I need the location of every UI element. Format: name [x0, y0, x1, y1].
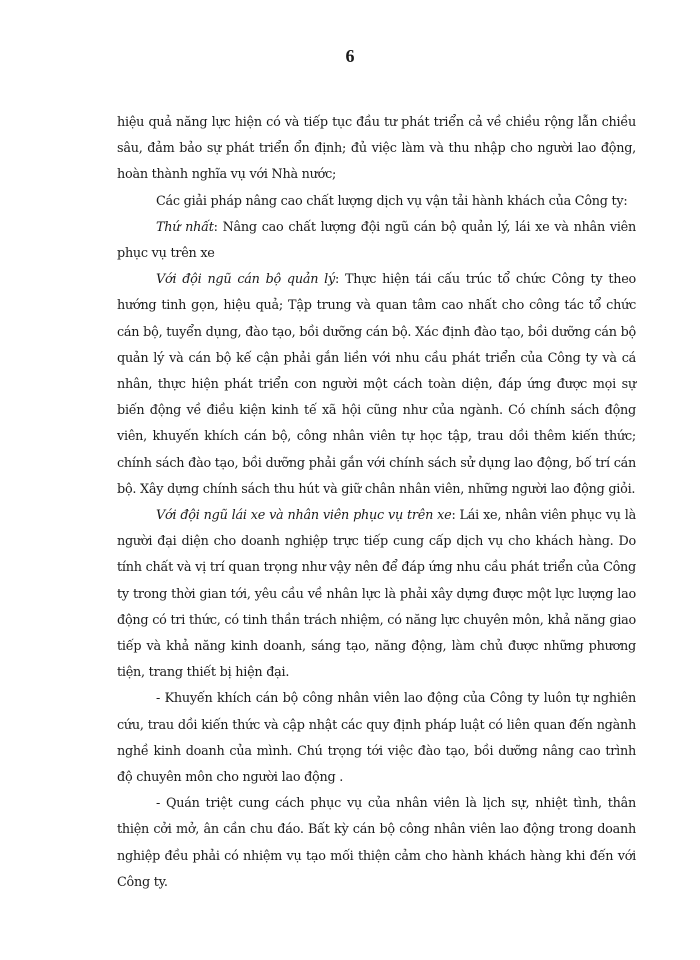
italic-lead: Với đội ngũ lái xe và nhân viên phục vụ trên xe: [156, 508, 452, 524]
italic-lead: Với đội ngũ cán bộ quản lý: [156, 272, 335, 288]
paragraph-continuation: [117, 110, 636, 189]
paragraph-bullet-service: [117, 791, 636, 896]
paragraph-text: - Khuyến khích cán bộ công nhân viên lao động của Công ty luôn tự nghiên cứu, trau dồi kiến thức và cập nhật các quy định pháp luật có liên quan đến ngành nghề kinh doanh của mình. Chú trọng tới việc đào tạo, bồi dưỡng nâng cao trình độ chuyên môn cho người lao động .: [117, 691, 636, 786]
paragraph-text: : Thực hiện tái cấu trúc tổ chức Công ty theo hướng tinh gọn, hiệu quả; Tập trung và quan tâm cao nhất cho công tác tổ chức cán bộ, tuyển dụng, đào tạo, bồi dưỡng cán bộ. Xác định đào tạo, bồi dưỡng cán bộ quản lý và cán bộ kế cận phải gắn liền với nhu cầu phát triển của Công ty và cá nhân, thực hiện phát triển con người một cách toàn diện, đáp ứng được mọi sự biến động về điều kiện kinh tế xã hội cũng như của ngành. Có chính sách động viên, khuyến khích cán bộ, công nhân viên tự học tập, trau dồi thêm kiến thức; chính sách đào tạo, bồi dưỡng phải gắn với chính sách sử dụng lao động, bố trí cán bộ. Xây dựng chính sách thu hút và giữ chân nhân viên, những người lao động giỏi.: [117, 272, 636, 497]
paragraph-text: : Lái xe, nhân viên phục vụ là người đại diện cho doanh nghiệp trực tiếp cung cấp dịch vụ cho khách hàng. Do tính chất và vị trí quan trọng như vậy nên để đáp ứng nhu cầu phát triển của Công ty trong thời gian tới, yêu cầu về nhân lực là phải xây dựng được một lực lượng lao động có tri thức, có tinh thần trách nhiệm, có năng lực chuyên môn, khả năng giao tiếp và khả năng kinh doanh, sáng tạo, năng động, làm chủ được những phương tiện, trang thiết bị hiện đại.: [117, 508, 636, 681]
paragraph-solutions-intro: [117, 189, 636, 215]
paragraph-bullet-encourage: [117, 686, 636, 791]
paragraph-management-staff: [117, 267, 636, 503]
paragraph-first-solution: [117, 215, 636, 267]
paragraph-text: hiệu quả năng lực hiện có và tiếp tục đầu tư phát triển cả về chiều rộng lẫn chiều sâu, đảm bảo sự phát triển ổn định; đủ việc làm và thu nhập cho người lao động, hoàn thành nghĩa vụ với Nhà nước;: [117, 115, 636, 183]
body-text: [117, 110, 636, 896]
paragraph-drivers-staff: [117, 503, 636, 686]
paragraph-text: : Nâng cao chất lượng đội ngũ cán bộ quản lý, lái xe và nhân viên phục vụ trên xe: [117, 219, 636, 262]
paragraph-text: Các giải pháp nâng cao chất lượng dịch vụ vận tải hành khách của Công ty:: [156, 193, 628, 209]
italic-lead: Thứ nhất: [156, 219, 214, 235]
page-number: 6: [345, 46, 355, 66]
paragraph-text: - Quán triệt cung cách phục vụ của nhân viên là lịch sự, nhiệt tình, thân thiện cởi mở, ân cần chu đáo. Bất kỳ cán bộ công nhân viên lao động trong doanh nghiệp đều phải có nhiệm vụ tạo mối thiện cảm cho hành khách hàng khi đến với Công ty.: [117, 796, 636, 890]
